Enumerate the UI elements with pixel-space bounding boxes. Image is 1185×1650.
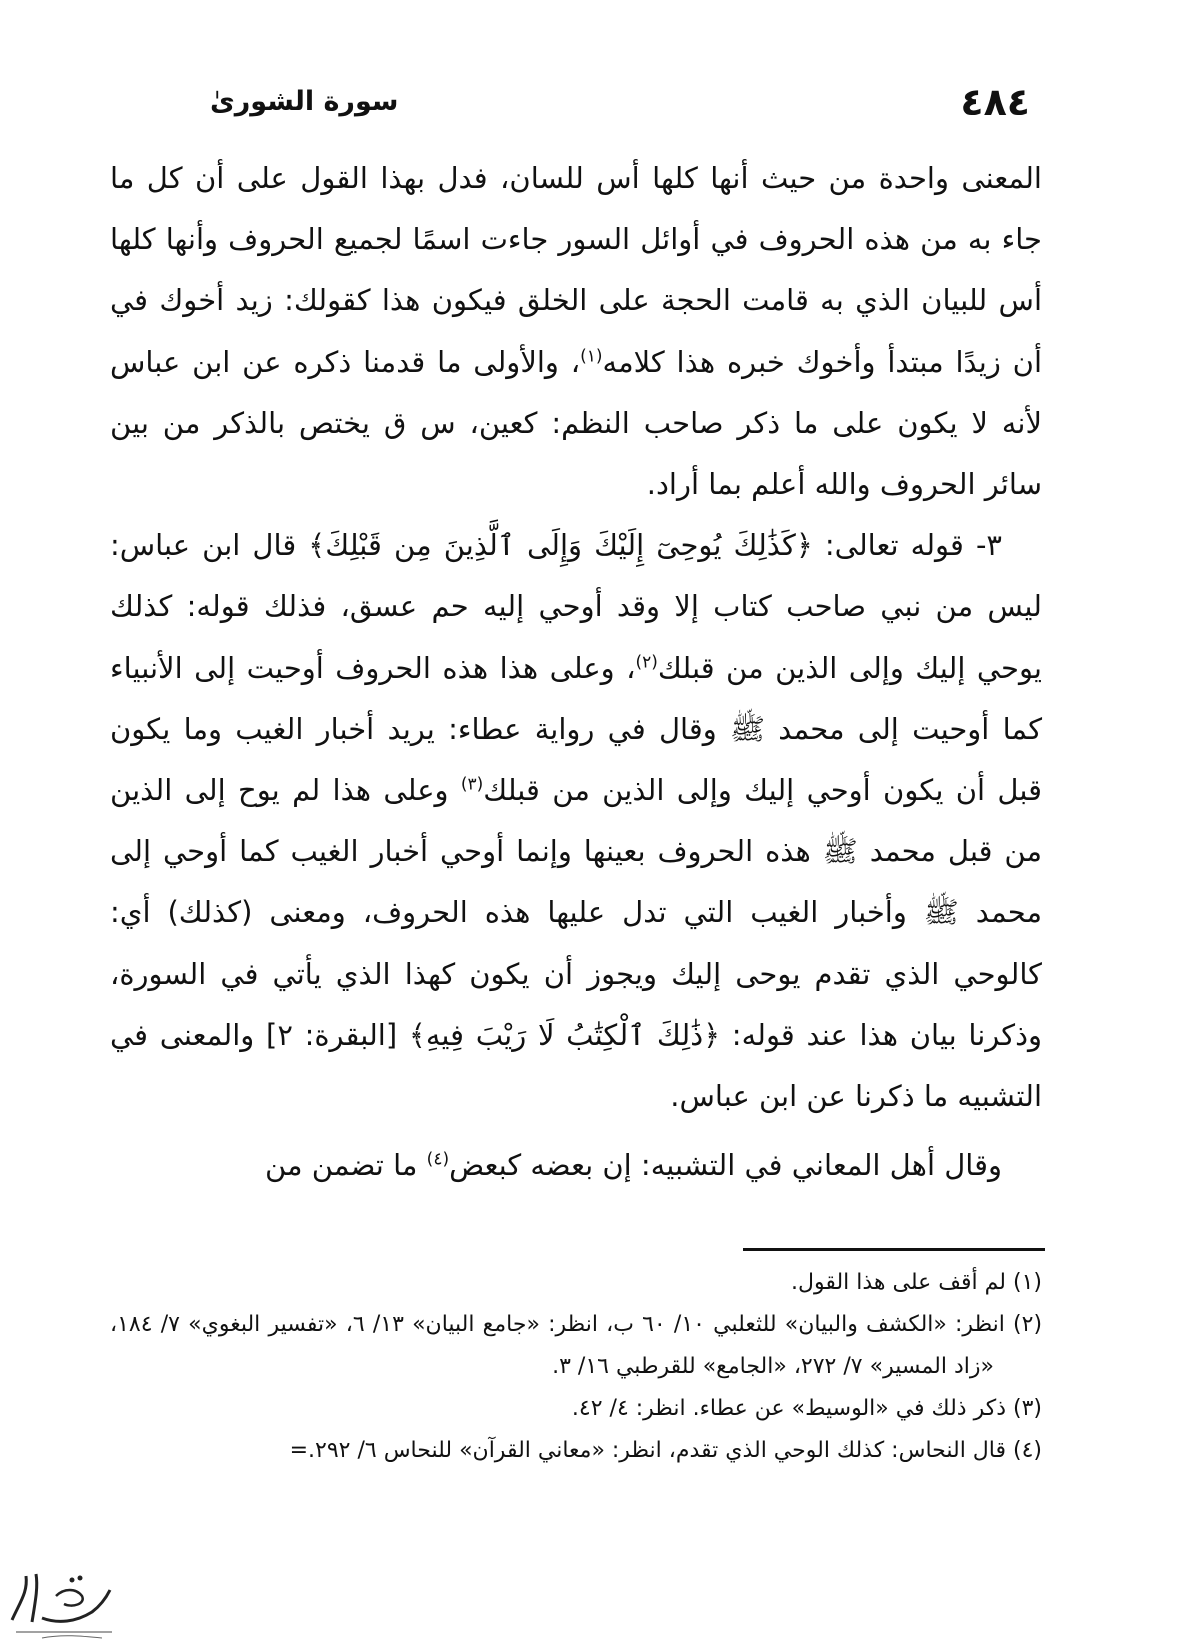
paragraph-text: وقال أهل المعاني في التشبيه: إن بعضه كبعض [449, 1148, 1002, 1183]
stamp-calligraphy-icon [2, 1562, 122, 1642]
footnotes [110, 1262, 1042, 1472]
footnote: (٣) ذكر ذلك في «الوسيط» عن عطاء. انظر: ٤/ ٤٢. [571, 1396, 1042, 1421]
footnote-reference: (٤) [426, 1149, 450, 1170]
footnote: (١) لم أقف على هذا القول. [790, 1270, 1042, 1295]
page-number: ٤٨٤ [960, 80, 1030, 124]
footnote: (٤) قال النحاس: كذلك الوحي الذي تقدم، انظر: «معاني القرآن» للنحاس ٦/ ٢٩٢.= [289, 1438, 1042, 1463]
footnote-reference: (٣) [460, 774, 484, 795]
paragraph [110, 148, 1042, 515]
paragraph [110, 1135, 1042, 1196]
paragraph-text: ، وعلى هذا هذه الحروف أوحيت إلى الأنبياء كما أوحيت إلى محمد ﷺ وقال في رواية عطاء: يريد أخبار الغيب وما يكون قبل أن يكون أوحي إليك وإلى الذين من قبلك [110, 650, 1042, 808]
running-title: سورة الشورىٰ [210, 86, 399, 117]
paragraph-text: ٣- قوله تعالى: ﴿كَذَٰلِكَ يُوحِىٓ إِلَيْكَ وَإِلَى ٱلَّذِينَ مِن قَبْلِكَ﴾ قال ابن عباس: ليس من نبي صاحب كتاب إلا وقد أوحي إليه حم عسق، فذلك قوله: كذلك يوحي إليك وإلى الذين من قبلك [110, 528, 1042, 685]
paragraph-text: ما تضمن من [264, 1148, 427, 1183]
footnote-reference: (٢) [635, 651, 658, 672]
footnote-separator [743, 1248, 1045, 1251]
main-text [110, 148, 1042, 1196]
page-header [180, 78, 1030, 126]
library-stamp-logo [2, 1562, 122, 1642]
paragraph [110, 515, 1042, 1127]
paragraph-text: ، والأولى ما قدمنا ذكره عن ابن عباس لأنه لا يكون على ما ذكر صاحب النظم: كعين، س ق يختص بالذكر من بين سائر الحروف والله أعلم بما أراد. [110, 344, 1042, 502]
footnote: (٢) انظر: «الكشف والبيان» للثعلبي ١٠/ ٦٠ ب، انظر: «جامع البيان» ١٣/ ٦، «تفسير البغوي» ٧/ ١٨٤، «زاد المسير» ٧/ ٢٧٢، «الجامع» للقرطبي ١٦/ ٣. [110, 1312, 1043, 1379]
paragraph-text: وعلى هذا لم يوح إلى الذين من قبل محمد ﷺ هذه الحروف بعينها وإنما أوحي أخبار الغيب كما أوحي إلى محمد ﷺ وأخبار الغيب التي تدل عليها هذه الحروف، ومعنى (كذلك) أي: كالوحي الذي تقدم يوحى إليك ويجوز أن يكون كهذا الذي يأتي في السورة، وذكرنا بيان هذا عند قوله: ﴿ذَٰلِكَ ٱلْكِتَٰبُ لَا رَيْبَ فِيهِ﴾ [البقرة: ٢] والمعنى في التشبيه ما ذكرنا عن ابن عباس. [110, 773, 1042, 1114]
footnote-reference: (١) [580, 345, 603, 366]
paragraph-text: المعنى واحدة من حيث أنها كلها أس للسان، فدل بهذا القول على أن كل ما جاء به من هذه الحروف في أوائل السور جاءت اسمًا لجميع الحروف وأنها كلها أس للبيان الذي به قامت الحجة على الخلق فيكون هذا كقولك: زيد أخوك في أن زيدًا مبتدأ وأخوك خبره هذا كلامه [110, 161, 1043, 379]
